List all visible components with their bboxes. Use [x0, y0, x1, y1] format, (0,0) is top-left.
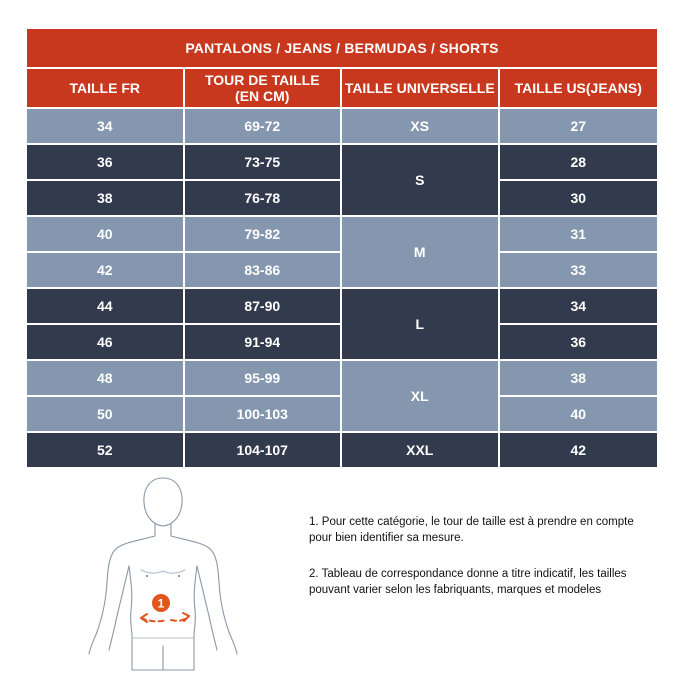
cell-universal: XL — [342, 361, 500, 433]
table-header-row — [27, 69, 657, 109]
head-outline — [144, 478, 182, 526]
header-taille-universelle: TAILLE UNIVERSELLE — [342, 69, 500, 109]
cell-us: 38 — [500, 361, 658, 397]
table-title-row — [27, 29, 657, 69]
header-tour-line2: (EN CM) — [235, 88, 290, 104]
size-chart-table — [27, 29, 657, 469]
cell-tour: 104-107 — [185, 433, 343, 469]
cell-us: 42 — [500, 433, 658, 469]
cell-fr: 48 — [27, 361, 185, 397]
table-row — [27, 361, 657, 397]
cell-tour: 83-86 — [185, 253, 343, 289]
table-row — [27, 289, 657, 325]
cell-fr: 36 — [27, 145, 185, 181]
cell-tour: 76-78 — [185, 181, 343, 217]
cell-tour: 87-90 — [185, 289, 343, 325]
cell-us: 27 — [500, 109, 658, 145]
cell-universal: S — [342, 145, 500, 217]
arrow-left-icon — [141, 614, 147, 622]
cell-us: 36 — [500, 325, 658, 361]
cell-fr: 46 — [27, 325, 185, 361]
cell-fr: 52 — [27, 433, 185, 469]
table-row — [27, 145, 657, 181]
cell-fr: 40 — [27, 217, 185, 253]
cell-us: 34 — [500, 289, 658, 325]
cell-fr: 38 — [27, 181, 185, 217]
cell-us: 31 — [500, 217, 658, 253]
cell-tour: 100-103 — [185, 397, 343, 433]
body-outline-illustration — [75, 470, 250, 695]
notes-block — [309, 514, 639, 618]
cell-tour: 95-99 — [185, 361, 343, 397]
cell-universal: L — [342, 289, 500, 361]
table-row — [27, 433, 657, 469]
cell-fr: 50 — [27, 397, 185, 433]
cell-us: 40 — [500, 397, 658, 433]
cell-us: 28 — [500, 145, 658, 181]
header-taille-us: TAILLE US(JEANS) — [500, 69, 658, 109]
cell-tour: 79-82 — [185, 217, 343, 253]
table-row — [27, 109, 657, 145]
table-row — [27, 217, 657, 253]
note-2: 2. Tableau de correspondance donne a titre indicatif, les tailles pouvant varier selon les fabriquants, marques et modeles — [309, 568, 627, 596]
cell-universal: M — [342, 217, 500, 289]
cell-universal: XXL — [342, 433, 500, 469]
cell-tour: 73-75 — [185, 145, 343, 181]
cell-tour: 91-94 — [185, 325, 343, 361]
table-title: PANTALONS / JEANS / BERMUDAS / SHORTS — [27, 29, 657, 69]
arrow-right-icon — [183, 613, 189, 621]
note-1: 1. Pour cette catégorie, le tour de taille est à prendre en compte pour bien identifier sa mesure. — [309, 516, 634, 544]
cell-tour: 69-72 — [185, 109, 343, 145]
header-tour-line1: TOUR DE TAILLE — [204, 72, 320, 88]
cell-fr: 44 — [27, 289, 185, 325]
cell-fr: 42 — [27, 253, 185, 289]
body-measurement-figure — [75, 470, 250, 695]
measure-marker-number: 1 — [157, 596, 165, 611]
cell-universal: XS — [342, 109, 500, 145]
cell-us: 33 — [500, 253, 658, 289]
cell-us: 30 — [500, 181, 658, 217]
header-tour-de-taille — [185, 69, 343, 109]
header-taille-fr: TAILLE FR — [27, 69, 185, 109]
cell-fr: 34 — [27, 109, 185, 145]
